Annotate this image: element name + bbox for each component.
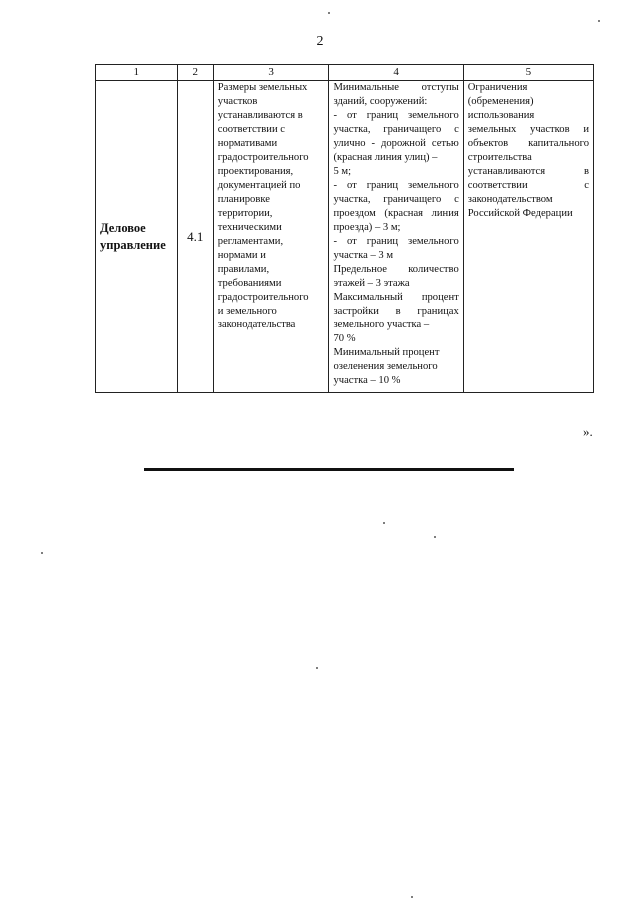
cell-text-line: устанавливаются в: [467, 165, 589, 177]
cell-text-line: участка – 3 м: [333, 249, 394, 261]
scan-speck: [328, 12, 330, 14]
cell-text-line: территории,: [217, 207, 273, 219]
scan-speck: [41, 552, 43, 554]
cell-text-line: и земельного: [217, 305, 277, 317]
cell-text-line: устанавливаются в: [217, 109, 303, 121]
closing-quote-mark: ».: [583, 424, 593, 439]
cell-text-line: правилами,: [217, 263, 270, 275]
cell-text-line: нормативами: [217, 137, 278, 149]
cell-text-line: Российской Федерации: [467, 207, 573, 219]
cell-text-line: этажей – 3 этажа: [333, 277, 410, 289]
parameters-cell: [329, 81, 463, 393]
cell-text-line: градостроительного: [217, 291, 309, 303]
cell-text-line: участка, граничащего с: [333, 123, 459, 135]
cell-text-line: улично - дорожной сетью: [333, 137, 459, 149]
cell-text-line: озеленения земельного: [333, 361, 438, 373]
column-number-3: 3: [213, 65, 329, 81]
cell-text-line: градостроительного: [217, 151, 309, 163]
cell-text-line: нормами и: [217, 249, 266, 261]
cell-text-line: участка, граничащего с: [333, 193, 459, 205]
cell-text-line: - от границ земельного: [333, 109, 459, 121]
cell-text-line: соответствии с: [217, 123, 285, 135]
cell-text-line: (обременения): [467, 95, 534, 107]
scan-speck: [316, 667, 318, 669]
scan-speck: [411, 896, 413, 898]
plot-size-cell: [213, 81, 329, 393]
land-use-table: [95, 64, 594, 393]
cell-text-line: Минимальные отступы: [333, 82, 459, 93]
cell-text-line: планировке: [217, 193, 270, 205]
column-number-2: 2: [177, 65, 213, 81]
separator-line: [144, 468, 514, 471]
scan-speck: [598, 20, 600, 22]
cell-text-line: 70 %: [333, 333, 356, 345]
cell-text-line: Максимальный процент: [333, 291, 459, 303]
cell-text-line: проектирования,: [217, 165, 294, 177]
land-use-type-cell: Деловое управление: [96, 81, 178, 393]
cell-text-line: земельного участка –: [333, 319, 430, 331]
scan-speck: [383, 522, 385, 524]
cell-text-line: законодательства: [217, 319, 296, 331]
land-use-code-cell: 4.1: [177, 81, 213, 393]
cell-text-line: (красная линия улиц) –: [333, 151, 438, 163]
cell-text-line: техническими: [217, 221, 282, 233]
column-number-5: 5: [463, 65, 593, 81]
cell-text-line: документацией по: [217, 179, 301, 191]
cell-text-line: 5 м;: [333, 165, 352, 177]
cell-text-line: участков: [217, 95, 258, 107]
cell-text-line: объектов капитального: [467, 137, 589, 149]
cell-text-line: Минимальный процент: [333, 347, 440, 359]
cell-text-line: зданий, сооружений:: [333, 95, 428, 107]
cell-text-line: Предельное количество: [333, 263, 459, 275]
cell-text-line: регламентами,: [217, 235, 284, 247]
restrictions-cell: [463, 81, 593, 393]
cell-text-line: участка – 10 %: [333, 375, 401, 387]
cell-text-line: - от границ земельного: [333, 179, 459, 191]
cell-text-line: использования: [467, 109, 535, 121]
column-number-4: 4: [329, 65, 463, 81]
cell-text-line: Размеры земельных: [217, 82, 308, 93]
page-number: 2: [316, 34, 324, 49]
cell-text-line: проездом (красная линия: [333, 207, 459, 219]
scan-speck: [434, 536, 436, 538]
cell-text-line: требованиями: [217, 277, 282, 289]
cell-text-line: - от границ земельного: [333, 235, 459, 247]
cell-text-line: соответствии с: [467, 179, 589, 191]
cell-text-line: земельных участков и: [467, 123, 589, 135]
cell-text-line: проезда) – 3 м;: [333, 221, 401, 233]
column-number-row: [96, 65, 594, 81]
column-number-1: 1: [96, 65, 178, 81]
cell-text-line: Ограничения: [467, 82, 528, 93]
cell-text-line: законодательством: [467, 193, 553, 205]
cell-text-line: застройки в границах: [333, 305, 459, 317]
table-row: [96, 81, 594, 393]
cell-text-line: строительства: [467, 151, 532, 163]
